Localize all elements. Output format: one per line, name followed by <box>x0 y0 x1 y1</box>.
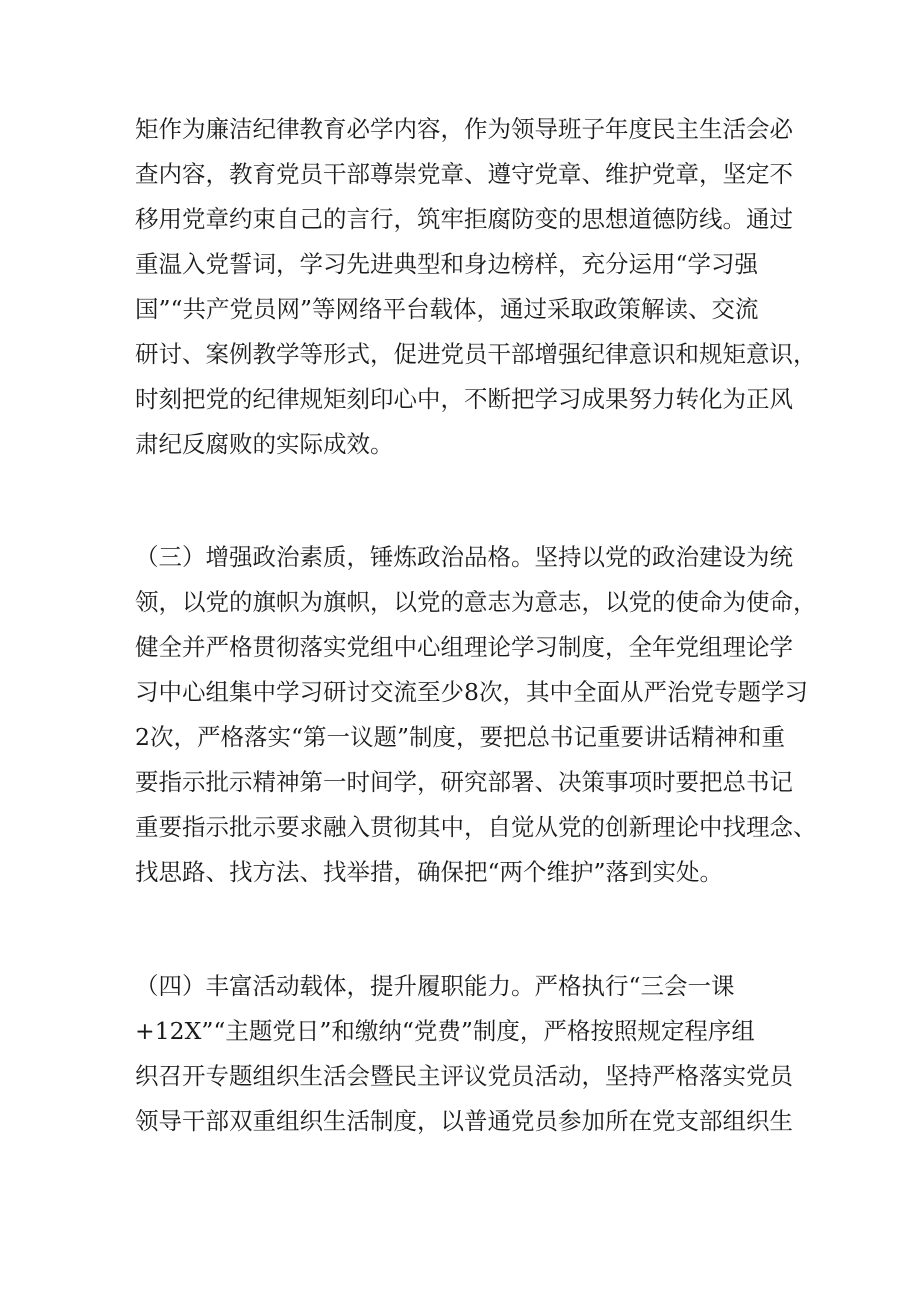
text-line: 织召开专题组织生活会暨民主评议党员活动，坚持严格落实党员 <box>135 1062 793 1090</box>
text-line: 研讨、案例教学等形式，促进党员干部增强纪律意识和规矩意识， <box>135 340 817 368</box>
text-line: 移用党章约束自己的言行，筑牢拒腐防变的思想道德防线。通过 <box>135 205 793 233</box>
text-line: 矩作为廉洁纪律教育必学内容，作为领导班子年度民主生活会必 <box>135 115 793 143</box>
text-line: 找思路、找方法、找举措，确保把“两个维护”落到实处。 <box>135 858 724 886</box>
text-line: 2次，严格落实“第一议题”制度，要把总书记重要讲话精神和重 <box>135 723 785 751</box>
text-line: 重温入党誓词，学习先进典型和身边榜样，充分运用“学习强 <box>135 250 759 278</box>
text-line: 健全并严格贯彻落实党组中心组理论学习制度，全年党组理论学 <box>135 633 793 661</box>
text-line: 习中心组集中学习研讨交流至少8次，其中全面从严治党专题学习 <box>135 678 808 706</box>
text-line: 国”“共产党员网”等网络平台载体，通过采取政策解读、交流 <box>135 295 759 323</box>
text-line: 要指示批示精神第一时间学，研究部署、决策事项时要把总书记 <box>135 768 793 796</box>
section-heading-line: （四）丰富活动载体，提升履职能力。严格执行“三会一课 <box>135 972 735 1000</box>
text-line: 时刻把党的纪律规矩刻印心中，不断把学习成果努力转化为正风 <box>135 385 793 413</box>
text-line: +12X”“主题党日”和缴纳“党费”制度，严格按照规定程序组 <box>135 1017 755 1045</box>
section-heading-line: （三）增强政治素质，锤炼政治品格。坚持以党的政治建设为统 <box>135 543 793 571</box>
text-line: 重要指示批示要求融入贯彻其中，自觉从党的创新理论中找理念、 <box>135 813 817 841</box>
text-line: 领，以党的旗帜为旗帜，以党的意志为意志，以党的使命为使命， <box>135 588 817 616</box>
text-line: 领导干部双重组织生活制度，以普通党员参加所在党支部组织生 <box>135 1107 793 1135</box>
text-line: 查内容，教育党员干部尊崇党章、遵守党章、维护党章，坚定不 <box>135 160 793 188</box>
text-line: 肃纪反腐败的实际成效。 <box>135 430 394 458</box>
